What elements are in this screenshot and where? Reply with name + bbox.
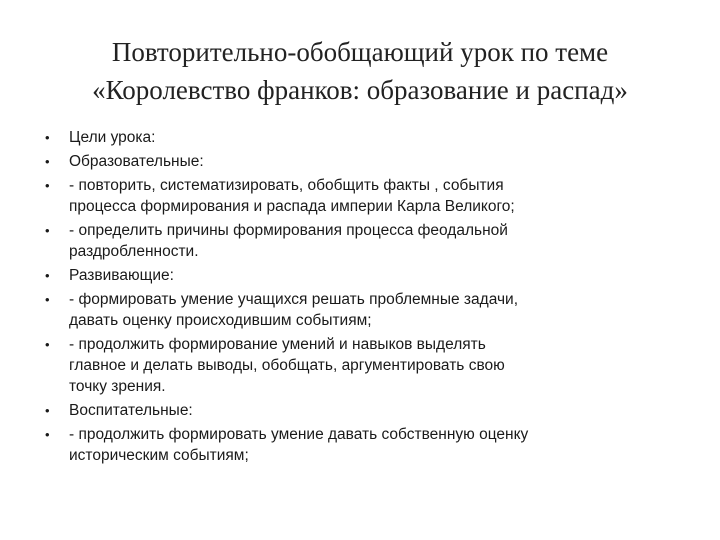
list-item [45,289,705,331]
bullet-icon: • [45,178,50,193]
bullet-icon: • [45,337,50,352]
list-item-text: главное и делать выводы, обобщать, аргументировать свою [69,357,505,374]
bullet-list [45,127,705,469]
list-item-text: - определить причины формирования процесса феодальной [69,222,508,239]
bullet-icon: • [45,268,50,283]
list-item [45,334,705,397]
bullet-icon: • [45,223,50,238]
list-item-text: давать оценку происходившим событиям; [69,312,372,329]
list-item-text: точку зрения. [69,378,166,395]
list-item [45,265,705,286]
title-line-1: Повторительно-обобщающий урок по теме [111,37,609,67]
list-item-text: - повторить, систематизировать, обобщить факты , события [69,177,504,194]
slide-title [20,33,700,109]
list-item-text: историческим событиям; [69,447,249,464]
list-item-text: Образовательные: [69,153,204,170]
list-item-text: Развивающие: [69,267,174,284]
list-item-text: раздробленности. [69,243,199,260]
list-item-text: Воспитательные: [69,402,193,419]
list-item-text: - формировать умение учащихся решать проблемные задачи, [69,291,519,308]
bullet-icon: • [45,427,50,442]
list-item-text: - продолжить формирование умений и навыков выделять [69,336,486,353]
list-item [45,400,705,421]
bullet-icon: • [45,130,50,145]
bullet-icon: • [45,403,50,418]
bullet-icon: • [45,292,50,307]
title-line-2: «Королевство франков: образование и распад» [92,75,628,105]
bullet-icon: • [45,154,50,169]
list-item [45,175,705,217]
list-item-text: - продолжить формировать умение давать собственную оценку [69,426,529,443]
list-item [45,220,705,262]
list-item [45,127,705,148]
list-item-text: Цели урока: [69,129,156,146]
list-item [45,424,705,466]
list-item [45,151,705,172]
list-item-text: процесса формирования и распада империи Карла Великого; [69,198,515,215]
